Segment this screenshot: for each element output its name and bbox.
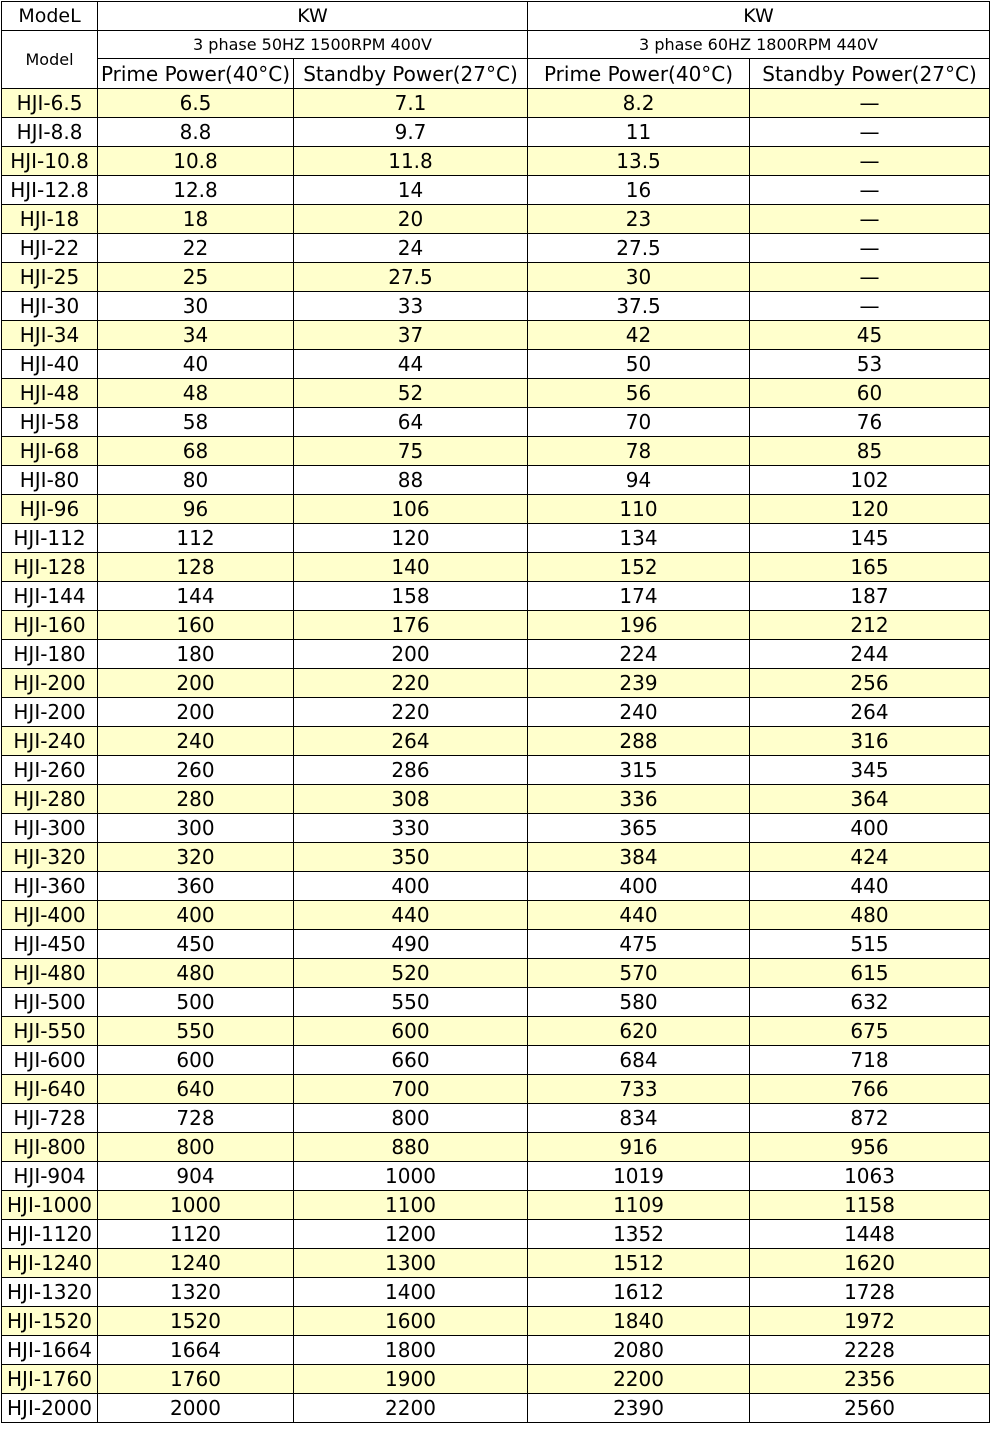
standby-power-50hz-cell: 24 <box>294 234 528 263</box>
prime-power-50hz-cell: 800 <box>98 1133 294 1162</box>
model-cell: HJI-320 <box>2 843 98 872</box>
model-cell: HJI-2000 <box>2 1394 98 1423</box>
prime-power-60hz-cell: 134 <box>528 524 750 553</box>
standby-power-50hz-cell: 200 <box>294 640 528 669</box>
prime-power-50hz-cell: 160 <box>98 611 294 640</box>
table-row <box>2 1162 990 1191</box>
table-row <box>2 959 990 988</box>
prime-power-50hz-cell: 320 <box>98 843 294 872</box>
table-row <box>2 611 990 640</box>
standby-power-60hz-cell: — <box>750 176 990 205</box>
table-row <box>2 495 990 524</box>
standby-power-60hz-cell: — <box>750 147 990 176</box>
model-cell: HJI-480 <box>2 959 98 988</box>
header-row-3 <box>2 59 990 89</box>
generator-power-table <box>1 1 990 1423</box>
standby-power-60hz-cell: 718 <box>750 1046 990 1075</box>
prime-power-60hz-cell: 94 <box>528 466 750 495</box>
prime-power-50hz-cell: 240 <box>98 727 294 756</box>
standby-power-50hz-cell: 64 <box>294 408 528 437</box>
prime-power-60hz-cell: 475 <box>528 930 750 959</box>
prime-power-50hz-cell: 2000 <box>98 1394 294 1423</box>
standby-power-60hz-cell: 1158 <box>750 1191 990 1220</box>
kw-label-50hz: KW <box>98 2 528 31</box>
model-cell: HJI-904 <box>2 1162 98 1191</box>
table-row <box>2 263 990 292</box>
model-cell: HJI-40 <box>2 350 98 379</box>
prime-power-60hz-cell: 384 <box>528 843 750 872</box>
prime-power-50hz-cell: 1520 <box>98 1307 294 1336</box>
standby-power-60hz-cell: 872 <box>750 1104 990 1133</box>
model-cell: HJI-112 <box>2 524 98 553</box>
table-row <box>2 785 990 814</box>
standby-power-60hz-cell: 212 <box>750 611 990 640</box>
standby-power-60hz-cell: 165 <box>750 553 990 582</box>
standby-power-60hz-cell: — <box>750 234 990 263</box>
standby-power-50hz-cell: 400 <box>294 872 528 901</box>
prime-power-60hz-cell: 110 <box>528 495 750 524</box>
standby-power-50hz-cell: 120 <box>294 524 528 553</box>
prime-power-50hz-cell: 22 <box>98 234 294 263</box>
model-cell: HJI-48 <box>2 379 98 408</box>
prime-power-60hz-cell: 11 <box>528 118 750 147</box>
prime-power-50hz-cell: 1760 <box>98 1365 294 1394</box>
model-cell: HJI-160 <box>2 611 98 640</box>
prime-power-50hz-cell: 80 <box>98 466 294 495</box>
table-row <box>2 582 990 611</box>
standby-power-60hz-cell: — <box>750 292 990 321</box>
model-cell: HJI-1664 <box>2 1336 98 1365</box>
kw-label-60hz: KW <box>528 2 990 31</box>
table-row <box>2 1249 990 1278</box>
table-row <box>2 698 990 727</box>
standby-power-60hz-cell: 515 <box>750 930 990 959</box>
standby-power-50hz-cell: 286 <box>294 756 528 785</box>
model-cell: HJI-22 <box>2 234 98 263</box>
standby-power-60hz-cell: 364 <box>750 785 990 814</box>
model-cell: HJI-400 <box>2 901 98 930</box>
table-row <box>2 756 990 785</box>
table-row <box>2 640 990 669</box>
prime-power-60hz-cell: 27.5 <box>528 234 750 263</box>
prime-power-50hz-cell: 600 <box>98 1046 294 1075</box>
prime-power-60hz-cell: 174 <box>528 582 750 611</box>
prime-power-50hz-cell: 48 <box>98 379 294 408</box>
standby-power-60hz-cell: 316 <box>750 727 990 756</box>
standby-power-60hz-cell: 2356 <box>750 1365 990 1394</box>
standby-power-60hz-cell: 85 <box>750 437 990 466</box>
prime-power-60hz-cell: 336 <box>528 785 750 814</box>
standby-power-50hz-cell: 1100 <box>294 1191 528 1220</box>
standby-power-50hz-cell: 52 <box>294 379 528 408</box>
standby-power-50hz-cell: 550 <box>294 988 528 1017</box>
model-cell: HJI-68 <box>2 437 98 466</box>
prime-power-50hz-cell: 1000 <box>98 1191 294 1220</box>
model-cell: HJI-800 <box>2 1133 98 1162</box>
prime-power-60hz-cell: 239 <box>528 669 750 698</box>
table-row <box>2 292 990 321</box>
model-cell: HJI-200 <box>2 698 98 727</box>
prime-power-60hz-cell: 2080 <box>528 1336 750 1365</box>
table-row <box>2 89 990 118</box>
prime-power-50hz-header: Prime Power(40°C) <box>98 59 294 89</box>
table-row <box>2 843 990 872</box>
prime-power-60hz-cell: 240 <box>528 698 750 727</box>
prime-power-60hz-cell: 834 <box>528 1104 750 1133</box>
table-row <box>2 176 990 205</box>
prime-power-60hz-cell: 580 <box>528 988 750 1017</box>
model-cell: HJI-600 <box>2 1046 98 1075</box>
standby-power-60hz-cell: 424 <box>750 843 990 872</box>
prime-power-60hz-cell: 1840 <box>528 1307 750 1336</box>
standby-power-60hz-cell: 53 <box>750 350 990 379</box>
standby-power-50hz-header: Standby Power(27°C) <box>294 59 528 89</box>
header-row-2 <box>2 31 990 59</box>
table-row <box>2 988 990 1017</box>
table-row <box>2 437 990 466</box>
prime-power-50hz-cell: 904 <box>98 1162 294 1191</box>
prime-power-50hz-cell: 360 <box>98 872 294 901</box>
standby-power-50hz-cell: 1400 <box>294 1278 528 1307</box>
model-cell: HJI-18 <box>2 205 98 234</box>
prime-power-50hz-cell: 1240 <box>98 1249 294 1278</box>
standby-power-60hz-cell: — <box>750 205 990 234</box>
standby-power-60hz-cell: 2560 <box>750 1394 990 1423</box>
standby-power-50hz-cell: 1300 <box>294 1249 528 1278</box>
standby-power-60hz-cell: 244 <box>750 640 990 669</box>
standby-power-60hz-cell: 615 <box>750 959 990 988</box>
model-cell: HJI-58 <box>2 408 98 437</box>
table-header <box>2 2 990 89</box>
standby-power-60hz-cell: 145 <box>750 524 990 553</box>
standby-power-50hz-cell: 9.7 <box>294 118 528 147</box>
prime-power-50hz-cell: 1120 <box>98 1220 294 1249</box>
standby-power-50hz-cell: 44 <box>294 350 528 379</box>
standby-power-50hz-cell: 440 <box>294 901 528 930</box>
standby-power-60hz-cell: 675 <box>750 1017 990 1046</box>
prime-power-50hz-cell: 500 <box>98 988 294 1017</box>
standby-power-50hz-cell: 350 <box>294 843 528 872</box>
prime-power-60hz-cell: 196 <box>528 611 750 640</box>
prime-power-50hz-cell: 30 <box>98 292 294 321</box>
standby-power-50hz-cell: 1900 <box>294 1365 528 1394</box>
prime-power-60hz-cell: 570 <box>528 959 750 988</box>
prime-power-50hz-cell: 200 <box>98 698 294 727</box>
model-cell: HJI-144 <box>2 582 98 611</box>
model-cell: HJI-240 <box>2 727 98 756</box>
prime-power-60hz-cell: 13.5 <box>528 147 750 176</box>
prime-power-50hz-cell: 8.8 <box>98 118 294 147</box>
model-cell: HJI-12.8 <box>2 176 98 205</box>
prime-power-60hz-cell: 50 <box>528 350 750 379</box>
table-row <box>2 1365 990 1394</box>
standby-power-60hz-header: Standby Power(27°C) <box>750 59 990 89</box>
prime-power-60hz-cell: 733 <box>528 1075 750 1104</box>
standby-power-60hz-cell: 120 <box>750 495 990 524</box>
prime-power-50hz-cell: 300 <box>98 814 294 843</box>
model-cell: HJI-1760 <box>2 1365 98 1394</box>
standby-power-50hz-cell: 330 <box>294 814 528 843</box>
model-cell: HJI-128 <box>2 553 98 582</box>
prime-power-60hz-cell: 1612 <box>528 1278 750 1307</box>
prime-power-60hz-cell: 916 <box>528 1133 750 1162</box>
standby-power-50hz-cell: 1600 <box>294 1307 528 1336</box>
standby-power-50hz-cell: 176 <box>294 611 528 640</box>
table-row <box>2 321 990 350</box>
prime-power-60hz-cell: 16 <box>528 176 750 205</box>
standby-power-60hz-cell: 187 <box>750 582 990 611</box>
table-row <box>2 350 990 379</box>
prime-power-60hz-cell: 1512 <box>528 1249 750 1278</box>
standby-power-60hz-cell: 1063 <box>750 1162 990 1191</box>
standby-power-50hz-cell: 88 <box>294 466 528 495</box>
standby-power-60hz-cell: — <box>750 263 990 292</box>
prime-power-50hz-cell: 180 <box>98 640 294 669</box>
table-row <box>2 147 990 176</box>
prime-power-60hz-cell: 8.2 <box>528 89 750 118</box>
model-cell: HJI-80 <box>2 466 98 495</box>
standby-power-50hz-cell: 20 <box>294 205 528 234</box>
standby-power-60hz-cell: 480 <box>750 901 990 930</box>
model-cell: HJI-640 <box>2 1075 98 1104</box>
standby-power-60hz-cell: 1728 <box>750 1278 990 1307</box>
table-row <box>2 901 990 930</box>
standby-power-50hz-cell: 33 <box>294 292 528 321</box>
standby-power-60hz-cell: 60 <box>750 379 990 408</box>
table-row <box>2 1191 990 1220</box>
standby-power-50hz-cell: 264 <box>294 727 528 756</box>
standby-power-50hz-cell: 7.1 <box>294 89 528 118</box>
model-top-label: ModeL <box>2 2 98 31</box>
phase-60hz-header: 3 phase 60HZ 1800RPM 440V <box>528 31 990 59</box>
table-row <box>2 1104 990 1133</box>
prime-power-60hz-cell: 37.5 <box>528 292 750 321</box>
table-row <box>2 727 990 756</box>
model-cell: HJI-260 <box>2 756 98 785</box>
table-row <box>2 1278 990 1307</box>
table-row <box>2 524 990 553</box>
prime-power-60hz-cell: 78 <box>528 437 750 466</box>
table-row <box>2 1336 990 1365</box>
prime-power-60hz-cell: 1019 <box>528 1162 750 1191</box>
model-cell: HJI-10.8 <box>2 147 98 176</box>
standby-power-60hz-cell: 1972 <box>750 1307 990 1336</box>
model-column-header: Model <box>2 31 98 89</box>
prime-power-50hz-cell: 96 <box>98 495 294 524</box>
model-cell: HJI-280 <box>2 785 98 814</box>
prime-power-50hz-cell: 400 <box>98 901 294 930</box>
model-cell: HJI-550 <box>2 1017 98 1046</box>
standby-power-60hz-cell: — <box>750 118 990 147</box>
prime-power-50hz-cell: 6.5 <box>98 89 294 118</box>
standby-power-50hz-cell: 800 <box>294 1104 528 1133</box>
prime-power-50hz-cell: 112 <box>98 524 294 553</box>
table-row <box>2 1017 990 1046</box>
prime-power-60hz-cell: 42 <box>528 321 750 350</box>
prime-power-50hz-cell: 58 <box>98 408 294 437</box>
standby-power-50hz-cell: 27.5 <box>294 263 528 292</box>
prime-power-50hz-cell: 260 <box>98 756 294 785</box>
prime-power-60hz-cell: 315 <box>528 756 750 785</box>
model-cell: HJI-1240 <box>2 1249 98 1278</box>
prime-power-50hz-cell: 68 <box>98 437 294 466</box>
model-cell: HJI-6.5 <box>2 89 98 118</box>
prime-power-60hz-cell: 1109 <box>528 1191 750 1220</box>
prime-power-50hz-cell: 728 <box>98 1104 294 1133</box>
standby-power-50hz-cell: 308 <box>294 785 528 814</box>
prime-power-60hz-header: Prime Power(40°C) <box>528 59 750 89</box>
standby-power-60hz-cell: 400 <box>750 814 990 843</box>
table-row <box>2 408 990 437</box>
standby-power-50hz-cell: 2200 <box>294 1394 528 1423</box>
prime-power-50hz-cell: 1664 <box>98 1336 294 1365</box>
standby-power-60hz-cell: 256 <box>750 669 990 698</box>
prime-power-50hz-cell: 18 <box>98 205 294 234</box>
prime-power-60hz-cell: 2200 <box>528 1365 750 1394</box>
prime-power-60hz-cell: 152 <box>528 553 750 582</box>
prime-power-60hz-cell: 70 <box>528 408 750 437</box>
standby-power-60hz-cell: 956 <box>750 1133 990 1162</box>
standby-power-50hz-cell: 1200 <box>294 1220 528 1249</box>
prime-power-50hz-cell: 128 <box>98 553 294 582</box>
prime-power-50hz-cell: 480 <box>98 959 294 988</box>
table-row <box>2 1075 990 1104</box>
standby-power-50hz-cell: 220 <box>294 669 528 698</box>
prime-power-50hz-cell: 200 <box>98 669 294 698</box>
table-row <box>2 872 990 901</box>
prime-power-50hz-cell: 640 <box>98 1075 294 1104</box>
model-cell: HJI-1120 <box>2 1220 98 1249</box>
standby-power-60hz-cell: — <box>750 89 990 118</box>
prime-power-60hz-cell: 400 <box>528 872 750 901</box>
standby-power-60hz-cell: 1448 <box>750 1220 990 1249</box>
standby-power-50hz-cell: 37 <box>294 321 528 350</box>
prime-power-50hz-cell: 450 <box>98 930 294 959</box>
model-cell: HJI-1520 <box>2 1307 98 1336</box>
table-row <box>2 1220 990 1249</box>
prime-power-60hz-cell: 23 <box>528 205 750 234</box>
table-row <box>2 1394 990 1423</box>
model-cell: HJI-8.8 <box>2 118 98 147</box>
standby-power-50hz-cell: 490 <box>294 930 528 959</box>
standby-power-60hz-cell: 345 <box>750 756 990 785</box>
standby-power-50hz-cell: 660 <box>294 1046 528 1075</box>
standby-power-50hz-cell: 1800 <box>294 1336 528 1365</box>
standby-power-60hz-cell: 1620 <box>750 1249 990 1278</box>
table-row <box>2 814 990 843</box>
prime-power-60hz-cell: 288 <box>528 727 750 756</box>
prime-power-50hz-cell: 550 <box>98 1017 294 1046</box>
standby-power-50hz-cell: 600 <box>294 1017 528 1046</box>
standby-power-50hz-cell: 140 <box>294 553 528 582</box>
table-row <box>2 930 990 959</box>
prime-power-50hz-cell: 1320 <box>98 1278 294 1307</box>
prime-power-60hz-cell: 224 <box>528 640 750 669</box>
table-row <box>2 1307 990 1336</box>
model-cell: HJI-1320 <box>2 1278 98 1307</box>
model-cell: HJI-96 <box>2 495 98 524</box>
prime-power-50hz-cell: 144 <box>98 582 294 611</box>
table-row <box>2 466 990 495</box>
table-row <box>2 118 990 147</box>
prime-power-50hz-cell: 280 <box>98 785 294 814</box>
standby-power-50hz-cell: 158 <box>294 582 528 611</box>
standby-power-50hz-cell: 14 <box>294 176 528 205</box>
model-cell: HJI-300 <box>2 814 98 843</box>
standby-power-50hz-cell: 220 <box>294 698 528 727</box>
standby-power-60hz-cell: 632 <box>750 988 990 1017</box>
prime-power-60hz-cell: 1352 <box>528 1220 750 1249</box>
model-cell: HJI-200 <box>2 669 98 698</box>
prime-power-60hz-cell: 684 <box>528 1046 750 1075</box>
table-row <box>2 1133 990 1162</box>
table-row <box>2 553 990 582</box>
header-row-1 <box>2 2 990 31</box>
model-cell: HJI-450 <box>2 930 98 959</box>
model-cell: HJI-1000 <box>2 1191 98 1220</box>
standby-power-60hz-cell: 264 <box>750 698 990 727</box>
phase-50hz-header: 3 phase 50HZ 1500RPM 400V <box>98 31 528 59</box>
prime-power-60hz-cell: 365 <box>528 814 750 843</box>
standby-power-50hz-cell: 700 <box>294 1075 528 1104</box>
standby-power-50hz-cell: 106 <box>294 495 528 524</box>
standby-power-50hz-cell: 11.8 <box>294 147 528 176</box>
table-row <box>2 234 990 263</box>
standby-power-60hz-cell: 2228 <box>750 1336 990 1365</box>
model-cell: HJI-25 <box>2 263 98 292</box>
model-cell: HJI-728 <box>2 1104 98 1133</box>
table-row <box>2 205 990 234</box>
standby-power-60hz-cell: 76 <box>750 408 990 437</box>
prime-power-50hz-cell: 40 <box>98 350 294 379</box>
prime-power-50hz-cell: 25 <box>98 263 294 292</box>
standby-power-50hz-cell: 1000 <box>294 1162 528 1191</box>
standby-power-50hz-cell: 75 <box>294 437 528 466</box>
model-cell: HJI-180 <box>2 640 98 669</box>
standby-power-50hz-cell: 520 <box>294 959 528 988</box>
prime-power-60hz-cell: 440 <box>528 901 750 930</box>
standby-power-60hz-cell: 102 <box>750 466 990 495</box>
prime-power-50hz-cell: 34 <box>98 321 294 350</box>
prime-power-60hz-cell: 56 <box>528 379 750 408</box>
model-cell: HJI-34 <box>2 321 98 350</box>
prime-power-50hz-cell: 12.8 <box>98 176 294 205</box>
table-row <box>2 1046 990 1075</box>
standby-power-50hz-cell: 880 <box>294 1133 528 1162</box>
standby-power-60hz-cell: 45 <box>750 321 990 350</box>
prime-power-60hz-cell: 2390 <box>528 1394 750 1423</box>
model-cell: HJI-500 <box>2 988 98 1017</box>
prime-power-60hz-cell: 620 <box>528 1017 750 1046</box>
model-cell: HJI-30 <box>2 292 98 321</box>
standby-power-60hz-cell: 766 <box>750 1075 990 1104</box>
model-cell: HJI-360 <box>2 872 98 901</box>
table-row <box>2 669 990 698</box>
prime-power-50hz-cell: 10.8 <box>98 147 294 176</box>
standby-power-60hz-cell: 440 <box>750 872 990 901</box>
table-row <box>2 379 990 408</box>
table-body <box>2 89 990 1423</box>
prime-power-60hz-cell: 30 <box>528 263 750 292</box>
